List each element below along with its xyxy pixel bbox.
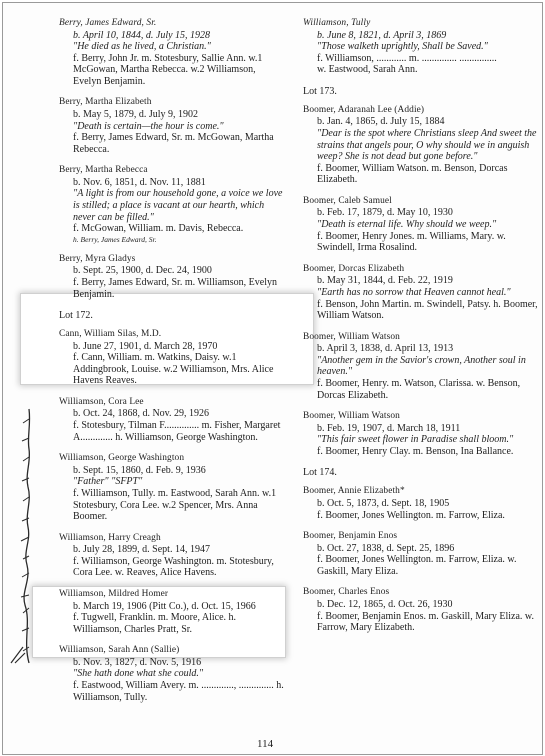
- entry-line: h. Berry, James Edward, Sr.: [73, 234, 157, 244]
- entry-line: b. Sept. 25, 1900, d. Dec. 24, 1900: [73, 265, 212, 277]
- entry-line: b. April 3, 1838, d. April 13, 1913: [317, 343, 454, 355]
- entry-name: Boomer, Charles Enos: [303, 587, 390, 598]
- entry-line: b. June 27, 1901, d. March 28, 1970: [73, 340, 218, 352]
- entry-line: f. Berry, James Edward, Sr. m. McGowan, Martha Rebecca.: [73, 132, 274, 155]
- entry-line: "Those walketh uprightly, Shall be Saved.": [317, 41, 488, 53]
- entry-line: b. March 19, 1906 (Pitt Co.), d. Oct. 15, 1966: [73, 600, 256, 612]
- burial-entry: [59, 164, 285, 243]
- entry-name: Berry, Martha Rebecca: [59, 165, 148, 176]
- entry-line: b. Dec. 12, 1865, d. Oct. 26, 1930: [317, 598, 453, 610]
- burial-entry: [59, 532, 285, 579]
- entry-name: Williamson, Mildred Homer: [59, 589, 169, 599]
- entry-line: "Another gem in the Savior's crown, Another soul in heaven.": [317, 354, 526, 378]
- entry-name: Williamson, George Washington: [59, 453, 185, 464]
- entry-name: Williamson, Harry Creagh: [59, 532, 161, 543]
- entry-line: b. Oct. 24, 1868, d. Nov. 29, 1926: [73, 408, 210, 420]
- entry-line: f. Boomer, William Watson. m. Benson, Dorcas Elizabeth.: [317, 162, 508, 186]
- entry-line: "Dear is the spot where Christians sleep And sweet the strains that angels pour, O why should we in anguish weep? She is not dead but gone before.": [317, 127, 537, 163]
- entry-line: "He died as he lived, a Christian.": [73, 41, 211, 53]
- burial-entry: [303, 263, 543, 322]
- entry-line: "Earth has no sorrow that Heaven cannot heal.": [317, 286, 511, 298]
- burial-entry: [303, 195, 543, 254]
- burial-entry: [303, 586, 543, 633]
- burial-entry: [59, 396, 285, 443]
- entry-line: b. May 5, 1879, d. July 9, 1902: [73, 108, 198, 120]
- entry-line: f. Tugwell, Franklin. m. Moore, Alice. h. Williamson, Charles Pratt, Sr.: [73, 612, 237, 635]
- entry-line: "She hath done what she could.": [73, 668, 204, 680]
- lot-heading: Lot 173.: [303, 85, 337, 97]
- burial-entry: [303, 485, 543, 521]
- handwritten-margin-note: [2, 401, 41, 671]
- handwriting-stroke: [2, 401, 41, 671]
- entry-line: f. Cann, William. m. Watkins, Daisy. w.1 Addingbrook, Louise. w.2 Williamson, Mrs. Alice Havens Reaves.: [73, 352, 274, 387]
- burial-entry: [59, 17, 285, 87]
- entry-line: f. McGowan, William. m. Davis, Rebecca.: [73, 223, 244, 235]
- entry-name: Boomer, Adaranah Lee (Addie): [303, 104, 425, 115]
- entry-line: b. May 31, 1844, d. Feb. 22, 1919: [317, 275, 453, 287]
- entry-name: Williamson, Sarah Ann (Sallie): [59, 645, 180, 656]
- entry-name: Berry, James Edward, Sr.: [59, 18, 157, 28]
- entry-name: Williamson, Tully: [303, 18, 371, 28]
- entry-name: Boomer, William Watson: [303, 331, 400, 342]
- entry-line: f. Williamson, ............ m. .............. ...............: [317, 52, 497, 64]
- entry-line: f. Boomer, Benjamin Enos. m. Gaskill, Mary Eliza. w. Farrow, Mary Elizabeth.: [317, 610, 534, 634]
- entry-line: b. June 8, 1821, d. April 3, 1869: [317, 29, 447, 41]
- entry-line: f. Williamson, Tully. m. Eastwood, Sarah Ann. w.1 Stotesbury, Cora Lee. w.2 Spencer, Mrs. Anna Boomer.: [73, 487, 277, 523]
- entry-line: f. Stotesbury, Tilman F.............. m. Fisher, Margaret A............. h. Williamson, George Washington.: [73, 420, 281, 443]
- burial-entry: [303, 104, 543, 186]
- entry-line: f. Eastwood, William Avery. m. ............., .............. h. Williamson, Tully.: [73, 679, 284, 703]
- entry-line: b. July 28, 1899, d. Sept. 14, 1947: [73, 544, 210, 556]
- entry-line: f. Boomer, Jones Wellington. m. Farrow, Eliza.: [317, 509, 505, 521]
- entry-line: b. Oct. 5, 1873, d. Sept. 18, 1905: [317, 497, 450, 509]
- burial-entry: [59, 452, 285, 522]
- entry-line: b. Nov. 6, 1851, d. Nov. 11, 1881: [73, 176, 206, 188]
- entry-name: Boomer, Caleb Samuel: [303, 195, 392, 206]
- burial-entry: [59, 588, 285, 635]
- entry-line: b. Jan. 4, 1865, d. July 15, 1884: [317, 116, 445, 128]
- entry-line: f. Berry, John Jr. m. Stotesbury, Sallie Ann. w.1 McGowan, Martha Rebecca. w.2 Williamson, Evelyn Benjamin.: [73, 52, 263, 87]
- entry-line: b. Feb. 19, 1907, d. March 18, 1911: [317, 422, 461, 434]
- entry-name: Cann, William Silas, M.D.: [59, 329, 162, 340]
- burial-entry: [303, 530, 543, 577]
- burial-entry: [59, 96, 285, 155]
- entry-name: Williamson, Cora Lee: [59, 396, 144, 407]
- entry-name: Boomer, Benjamin Enos: [303, 531, 398, 542]
- left-column: [59, 17, 285, 712]
- entry-line: b. April 10, 1844, d. July 15, 1928: [73, 29, 211, 41]
- entry-line: f. Boomer, Jones Wellington. m. Farrow, Eliza. w. Gaskill, Mary Eliza.: [317, 554, 517, 577]
- burial-entry: [59, 328, 285, 387]
- burial-entry: [303, 410, 543, 457]
- entry-line: b. Feb. 17, 1879, d. May 10, 1930: [317, 207, 453, 219]
- entry-line: "A light is from our household gone, a voice we love is stilled; a place is vacant at our hearth, which never can be filled.": [73, 188, 283, 223]
- entry-name: Boomer, Dorcas Elizabeth: [303, 263, 405, 274]
- page-number: 114: [257, 738, 274, 750]
- entry-line: "Father" "SFPT": [73, 476, 143, 488]
- entry-line: b. Sept. 15, 1860, d. Feb. 9, 1936: [73, 464, 206, 476]
- entry-line: f. Williamson, George Washington. m. Stotesbury, Cora Lee. w. Reaves, Alice Havens.: [73, 555, 274, 579]
- burial-entry: [303, 17, 543, 76]
- burial-entry: [59, 644, 285, 703]
- entry-line: f. Boomer, Henry Jones. m. Williams, Mary. w. Swindell, Irma Rosalind.: [317, 230, 506, 254]
- burial-entry: [59, 253, 285, 300]
- document-page: [2, 2, 543, 755]
- entry-line: w. Eastwood, Sarah Ann.: [317, 64, 418, 76]
- burial-entry: [303, 331, 543, 401]
- entry-line: f. Berry, James Edward, Sr. m. Williamson, Evelyn Benjamin.: [73, 276, 278, 300]
- lot-heading: Lot 174.: [303, 467, 337, 479]
- entry-line: f. Boomer, Henry. m. Watson, Clarissa. w. Benson, Dorcas Elizabeth.: [317, 377, 521, 401]
- entry-line: "This fair sweet flower in Paradise shall bloom.": [317, 434, 514, 446]
- entry-line: "Death is eternal life. Why should we weep.": [317, 219, 497, 231]
- entry-line: f. Benson, John Martin. m. Swindell, Patsy. h. Boomer, William Watson.: [317, 298, 538, 322]
- entry-line: b. Oct. 27, 1838, d. Sept. 25, 1896: [317, 542, 455, 554]
- entry-name: Boomer, William Watson: [303, 411, 400, 422]
- lot-heading: Lot 172.: [59, 310, 93, 322]
- entry-line: b. Nov. 3, 1827, d. Nov. 5, 1916: [73, 656, 202, 668]
- entry-line: f. Boomer, Henry Clay. m. Benson, Ina Ballance.: [317, 445, 514, 457]
- entry-name: Berry, Martha Elizabeth: [59, 97, 152, 108]
- entry-name: Berry, Myra Gladys: [59, 253, 136, 264]
- right-column: [303, 17, 543, 643]
- entry-line: "Death is certain—the hour is come.": [73, 120, 224, 132]
- entry-name: Boomer, Annie Elizabeth*: [303, 486, 405, 497]
